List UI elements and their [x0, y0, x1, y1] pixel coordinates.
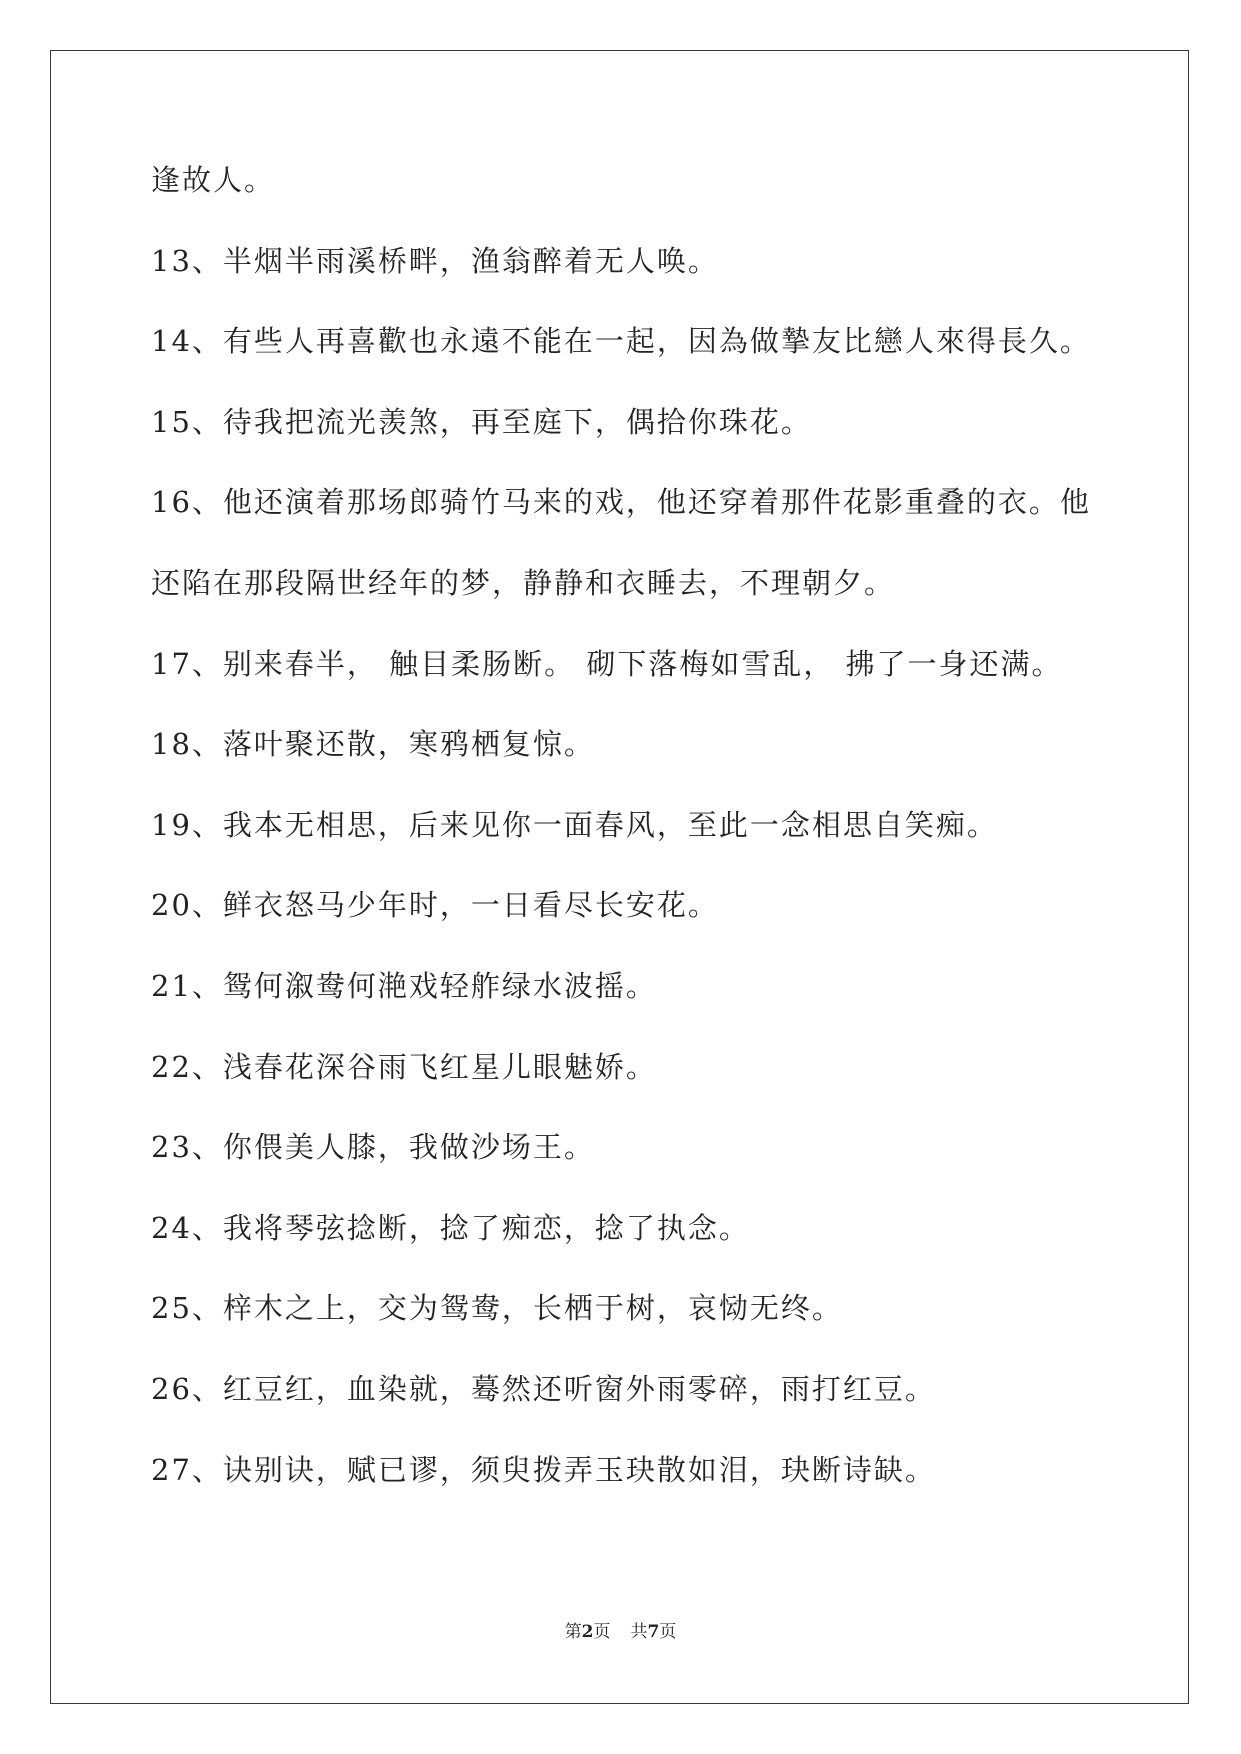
document-body [151, 162, 1111, 1532]
text-line: 18、落叶聚还散，寒鸦栖复惊。 [151, 727, 595, 762]
text-line: 24、我将琴弦捻断，捻了痴恋，捻了执念。 [151, 1210, 750, 1245]
text-line: 14、有些人再喜歡也永遠不能在一起，因為做摯友比戀人來得長久。 [151, 324, 1091, 359]
text-line: 逢故人。 [151, 163, 276, 197]
text-line: 26、红豆红，血染就，蓦然还听窗外雨零碎，雨打红豆。 [151, 1371, 936, 1406]
page-total: 7 [647, 1622, 660, 1642]
text-line: 13、半烟半雨溪桥畔，渔翁醉着无人唤。 [151, 243, 719, 278]
text-line: 17、别来春半， 触目柔肠断。 砌下落梅如雪乱， 拂了一身还满。 [151, 646, 1063, 681]
text-line: 27、诀别诀，赋已谬，须臾拨弄玉玦散如泪，玦断诗缺。 [151, 1452, 936, 1487]
text-line: 19、我本无相思，后来见你一面春风，至此一念相思自笑痴。 [151, 807, 998, 842]
text-line: 20、鲜衣怒马少年时，一日看尽长安花。 [151, 888, 719, 923]
page-footer [0, 1617, 1241, 1642]
text-line: 25、梓木之上，交为鸳鸯，长栖于树，哀恸无终。 [151, 1291, 843, 1326]
page-prefix: 第 [564, 1622, 582, 1642]
page-suffix: 页 [593, 1622, 611, 1642]
text-line: 22、浅春花深谷雨飞红星儿眼魅娇。 [151, 1049, 657, 1084]
total-prefix: 共 [630, 1622, 648, 1642]
text-line: 23、你偎美人膝，我做沙场王。 [151, 1130, 595, 1165]
text-line: 16、他还演着那场郎骑竹马来的戏，他还穿着那件花影重叠的衣。他 [151, 485, 1091, 520]
text-line: 还陷在那段隔世经年的梦，静静和衣睡去，不理朝夕。 [151, 565, 896, 600]
text-line: 15、待我把流光羡煞，再至庭下，偶拾你珠花。 [151, 404, 812, 439]
text-line: 21、鸳何溆鸯何滟戏轻舴绿水波摇。 [151, 968, 657, 1003]
total-suffix: 页 [659, 1622, 677, 1642]
page-current: 2 [581, 1622, 594, 1642]
